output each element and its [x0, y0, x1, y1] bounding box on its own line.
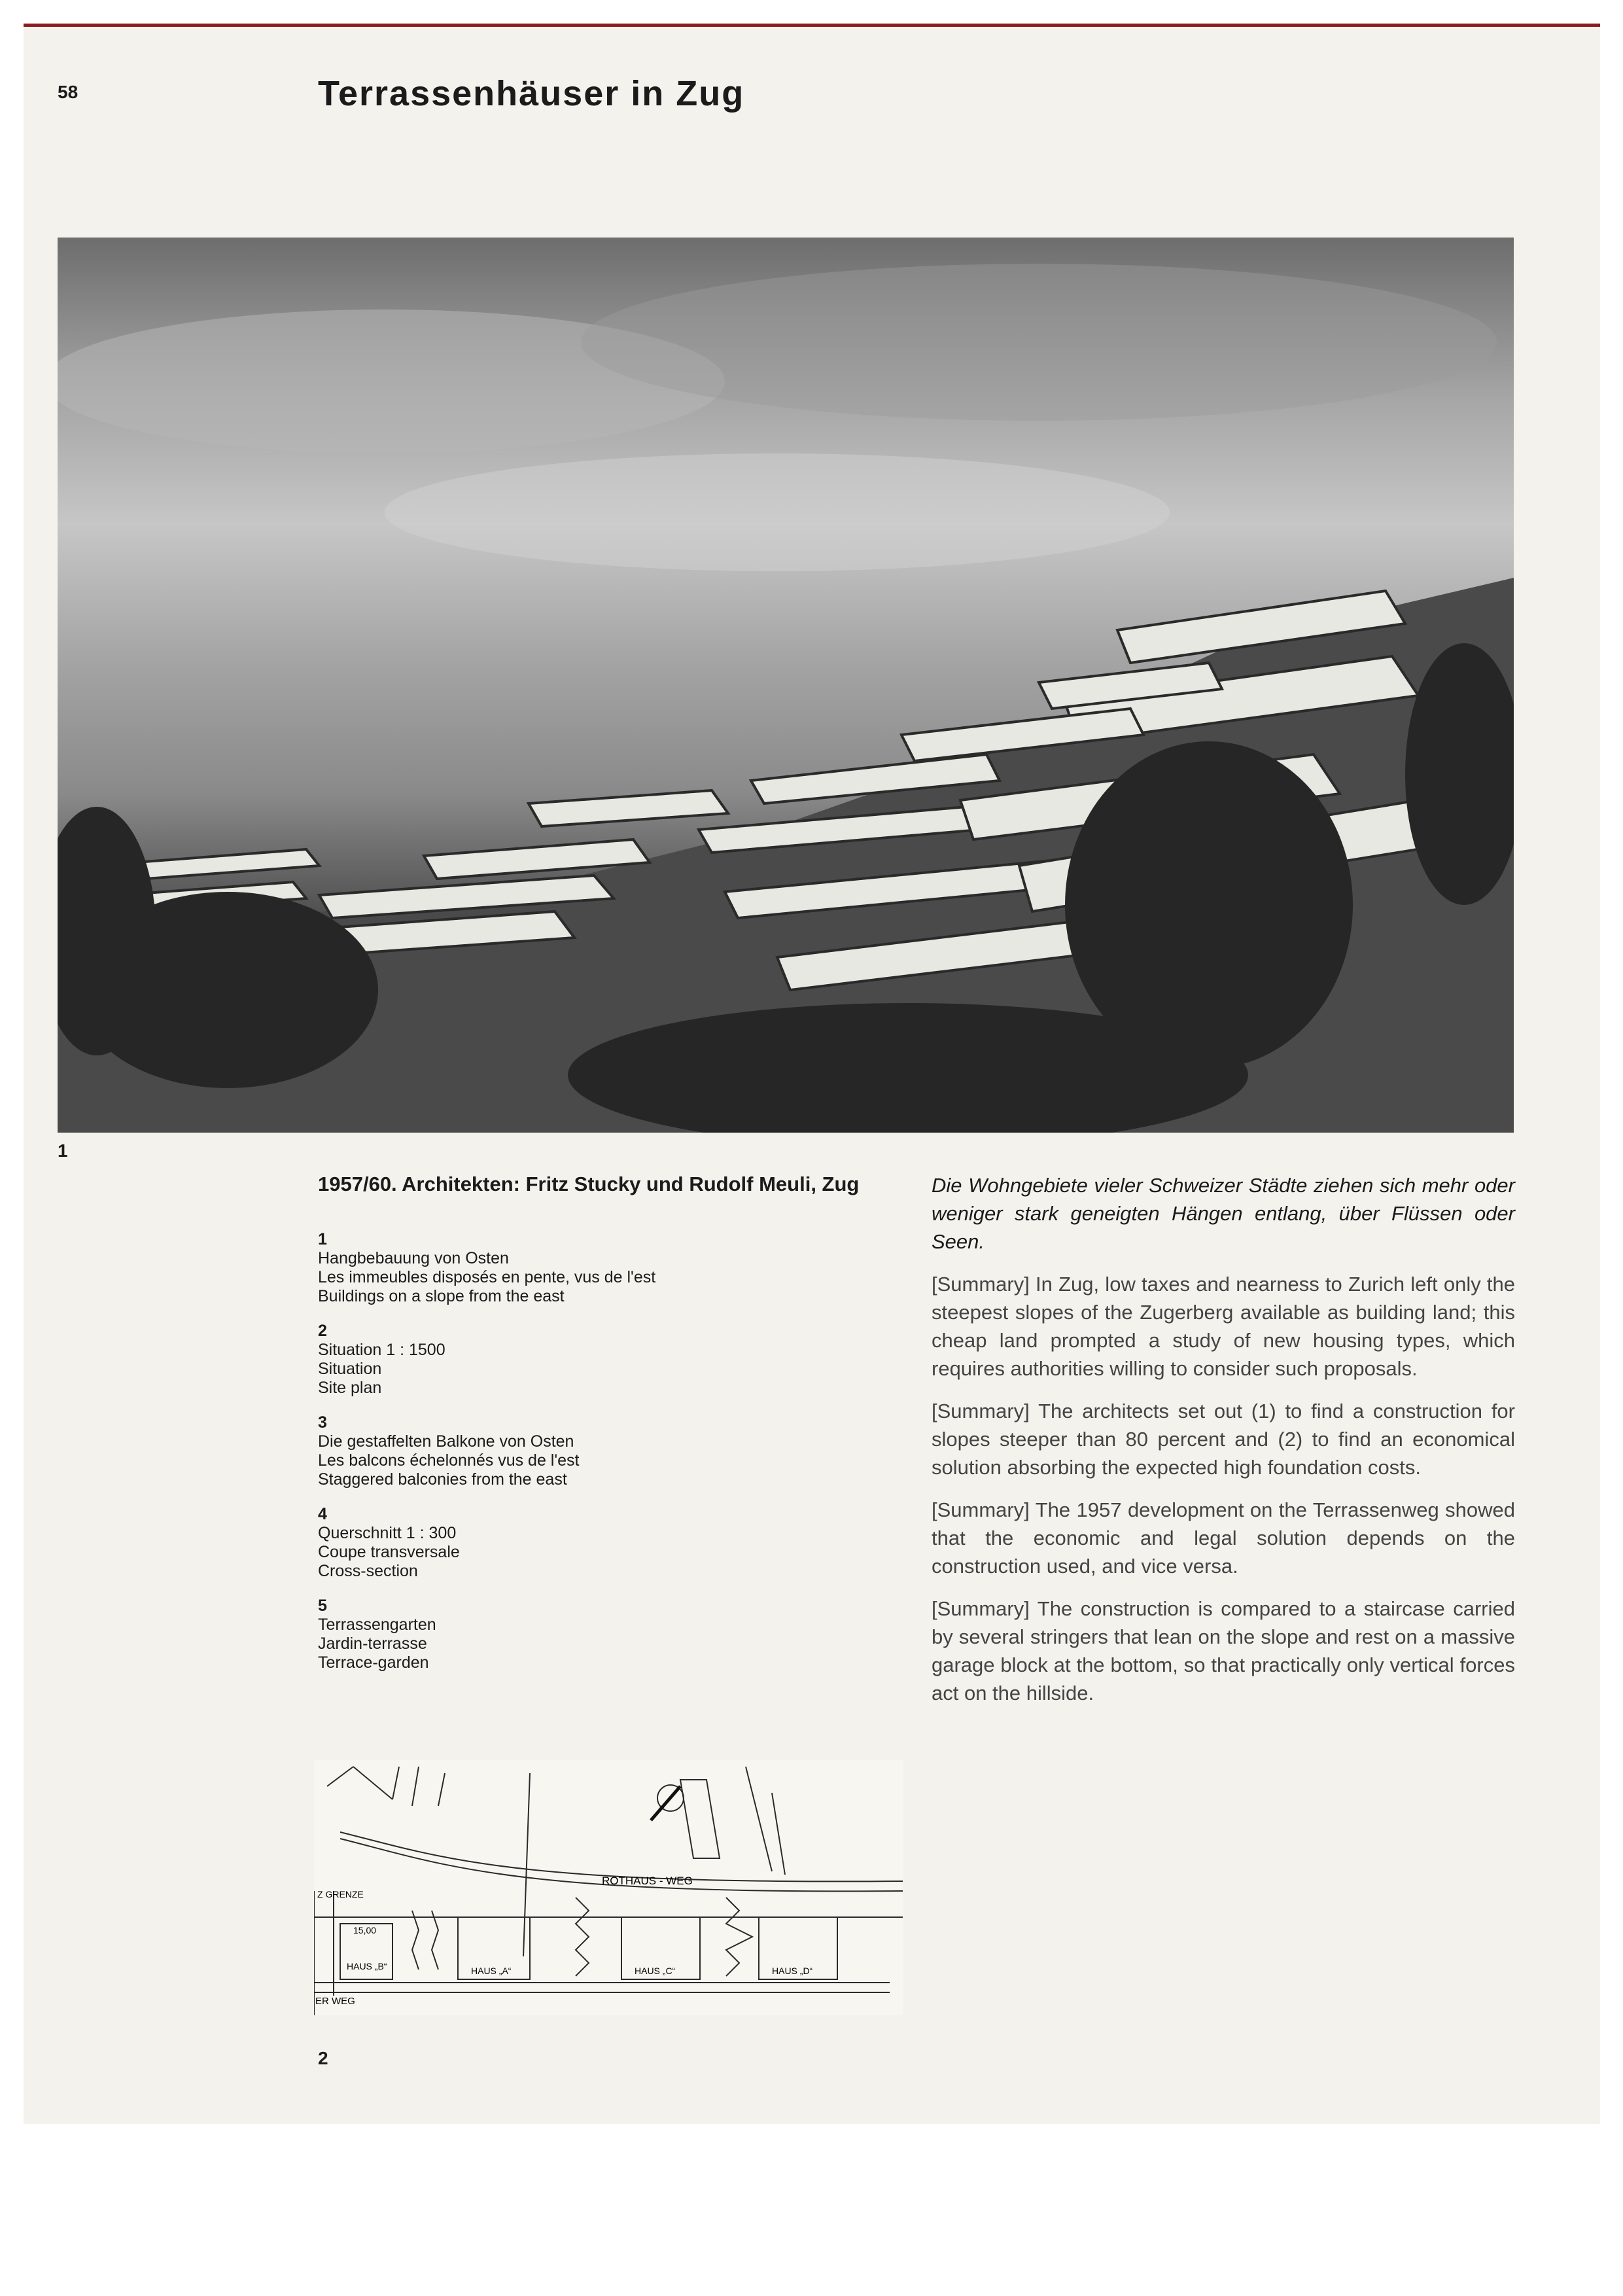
- caption-english: Buildings on a slope from the east: [318, 1287, 565, 1305]
- caption: [318, 1413, 894, 1489]
- caption-number: 2: [318, 1322, 327, 1340]
- page-title: Terrassenhäuser in Zug: [318, 74, 745, 113]
- caption-german: Terrassengarten: [318, 1616, 436, 1634]
- caption-french: Situation: [318, 1360, 382, 1378]
- caption-list: [318, 1230, 894, 1688]
- caption-french: Les balcons échelonnés vus de l'est: [318, 1451, 580, 1470]
- plan-haus-c-label: HAUS „C“: [635, 1966, 676, 1976]
- caption-english: Cross-section: [318, 1562, 418, 1580]
- article-summary: [Summary] The 1957 development on the Terrassenweg showed that the economic and legal solution depends on the construction used, and vice versa.: [932, 1498, 1515, 1578]
- architect-credit: 1957/60. Architekten: Fritz Stucky und Rudolf Meuli, Zug: [318, 1173, 860, 1195]
- article-summary: [Summary] The architects set out (1) to find a construction for slopes steeper than 80 percent and (2) to find an economical solution absorbing the expected high foundation costs.: [932, 1400, 1515, 1479]
- plan-haus-a-label: HAUS „A“: [471, 1966, 512, 1976]
- site-plan: [314, 1760, 903, 2015]
- figure-number: 2: [318, 2048, 328, 2068]
- top-rule: [24, 24, 1600, 27]
- caption-english: Site plan: [318, 1379, 382, 1397]
- caption-german: Hangbebauung von Osten: [318, 1249, 509, 1267]
- plan-height-label: 15,00: [353, 1925, 377, 1935]
- caption-english: Terrace-garden: [318, 1653, 429, 1672]
- terrace-houses-photo: [58, 238, 1514, 1133]
- caption-french: Les immeubles disposés en pente, vus de l'est: [318, 1268, 656, 1286]
- caption-french: Jardin-terrasse: [318, 1634, 427, 1653]
- site-plan-drawing: [314, 1760, 903, 2015]
- terrace-houses-illustration: [58, 238, 1514, 1133]
- page-number: 58: [58, 82, 79, 102]
- caption: [318, 1597, 894, 1672]
- plan-street-label: ROTHAUS - WEG: [602, 1875, 693, 1887]
- caption-french: Coupe transversale: [318, 1543, 460, 1561]
- caption-english: Staggered balconies from the east: [318, 1470, 567, 1489]
- caption: [318, 1505, 894, 1581]
- caption-number: 5: [318, 1597, 327, 1615]
- caption: [318, 1230, 894, 1306]
- article-excerpt: Die Wohngebiete vieler Schweizer Städte ziehen sich mehr oder weniger stark geneigten Hängen entlang, über Flüssen oder Seen.: [932, 1174, 1515, 1253]
- caption: [318, 1322, 894, 1398]
- caption-german: Querschnitt 1 : 300: [318, 1524, 457, 1542]
- article-summary: [Summary] The construction is compared to a staircase carried by several stringers that lean on the slope and rest on a massive garage block at the bottom, so that practically only vertical forces act on the hillside.: [932, 1597, 1515, 1704]
- figure-number: 1: [58, 1140, 68, 1161]
- plan-haus-d-label: HAUS „D“: [772, 1966, 813, 1976]
- caption-german: Situation 1 : 1500: [318, 1341, 445, 1359]
- article-body: [932, 1171, 1515, 1722]
- caption-number: 1: [318, 1230, 327, 1248]
- caption-number: 3: [318, 1413, 327, 1432]
- article-summary: [Summary] In Zug, low taxes and nearness to Zurich left only the steepest slopes of the Zugerberg available as building land; this cheap land prompted a study of new housing types, which requires authorities willing to consider such proposals.: [932, 1273, 1515, 1380]
- caption-german: Die gestaffelten Balkone von Osten: [318, 1432, 574, 1451]
- plan-boundary-label: Z GRENZE: [317, 1889, 364, 1899]
- caption-number: 4: [318, 1505, 327, 1523]
- plan-haus-b-label: HAUS „B“: [347, 1961, 387, 1971]
- plan-weg-label: ER WEG: [315, 1996, 355, 2007]
